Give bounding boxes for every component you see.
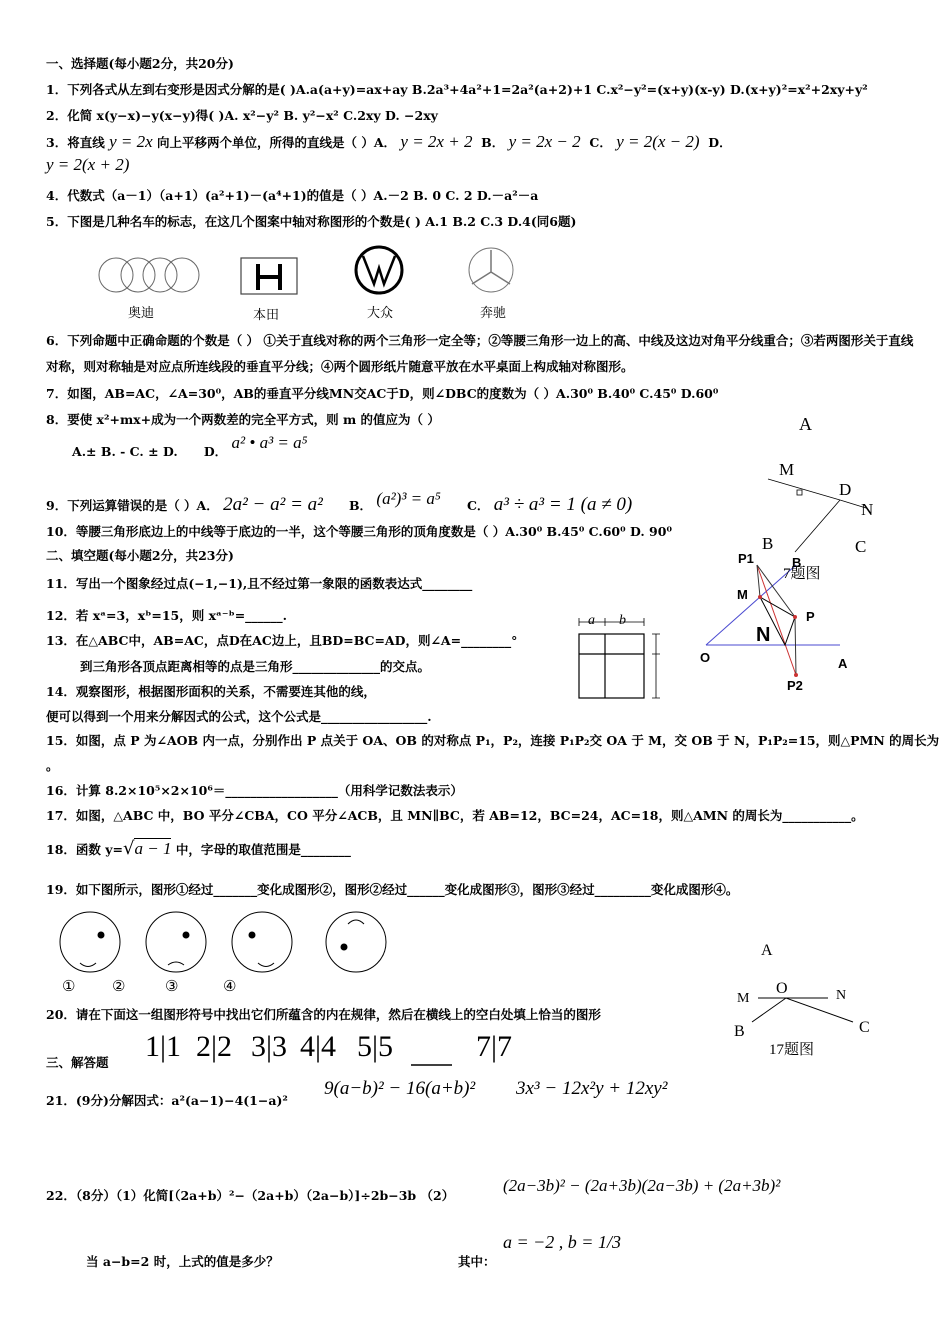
question-7: 7．如图，AB=AC，∠A=30⁰，AB的垂直平分线MN交AC于D，则∠DBC的度数为（ ）A.30⁰ B.40⁰ C.45⁰ D.60⁰ xyxy=(46,386,719,401)
question-6: 6．下列命题中正确命题的个数是（ ） ①关于直线对称的两个三角形一定全等；②等腰三角形一边上的高、中线及这边对角平分线重合；③若两图形关于直线对称，则对称轴是对应点所连线段的垂直平分线；④两个圆形纸片随意平放在水平桌面上构成轴对称图形。 xyxy=(46,333,914,374)
audi-logo xyxy=(99,258,199,292)
logo-label-vw: 大众 xyxy=(367,305,394,320)
q8-d-label: D． xyxy=(203,444,228,459)
q18-radicand: a − 1 xyxy=(134,839,172,858)
fig17-label-m: M xyxy=(737,991,750,1006)
fig14-label-a: a xyxy=(588,613,595,628)
question-12: 12．若 xᵃ=3，xᵇ=15，则 xᵃ⁻ᵇ=______. xyxy=(46,608,288,623)
fig7-label-n: N xyxy=(861,500,874,519)
question-15: 15．如图，点 P 为∠AOB 内一点，分别作出 P 点关于 OA、OB 的对称点 P₁，P₂，连接 P₁P₂交 OA 于 M，交 OB 于 N，P₁P₂=15，则△PMN 的周长为 xyxy=(46,733,940,748)
q8-equation: a² • a³ = a⁵ xyxy=(231,433,308,452)
section3-heading: 三、解答题 xyxy=(46,1055,109,1070)
q20-symbol-7: 7|7 xyxy=(476,1030,513,1063)
q9-b-label: B． xyxy=(348,498,373,513)
q18-text: 18．函数 y= xyxy=(46,842,123,857)
fig15-label-b: B xyxy=(792,555,802,570)
q3-line-equation: y = 2x xyxy=(109,132,153,151)
logo-label-honda: 本田 xyxy=(253,307,280,322)
figure-19-faces xyxy=(60,912,386,972)
q8-options xyxy=(72,433,308,461)
question-21: 21．(9分)分解因式：a²(a−1)−4(1−a)² xyxy=(46,1093,288,1108)
question-19: 19．如下图所示，图形①经过_______变化成图形②，图形②经过______变化成图形③，图形③经过_________变化成图形④。 xyxy=(46,882,739,897)
question-1: 1．下列各式从左到右变形是因式分解的是( )A.a(a+y)=ax+ay B.2a³+4a²+1=2a²(a+2)+1 C.x²−y²=(x+y)(x-y) D.(x+y)²=x²+2xy+y² xyxy=(46,82,868,97)
question-10: 10．等腰三角形底边上的中线等于底边的一半，这个等腰三角形的顶角度数是（ ）A.30⁰ B.45⁰ C.60⁰ D. 90⁰ xyxy=(46,524,672,539)
section2-heading: 二、填空题(每小题2分，共23分) xyxy=(46,548,234,563)
fig15-label-o: O xyxy=(700,650,711,665)
q3-b-label: B． xyxy=(481,135,505,150)
q18-rest: 中，字母的取值范围是________ xyxy=(175,842,351,857)
q3-option-a: y = 2x + 2 xyxy=(400,132,473,151)
q20-symbol-4: 4|4 xyxy=(300,1030,337,1063)
fig15-label-p1: P1 xyxy=(738,551,754,566)
fig15-label-m: M xyxy=(737,587,748,602)
fig7-caption: 7题图 xyxy=(783,566,821,582)
fig17-label-b: B xyxy=(734,1023,745,1040)
fig7-label-d: D xyxy=(839,480,852,499)
q3-option-b: y = 2x − 2 xyxy=(508,132,581,151)
fig14-label-b: b xyxy=(619,613,626,628)
q20-symbol-5: 5|5 xyxy=(357,1030,394,1063)
q3-c-label: C． xyxy=(589,135,612,150)
question-18: 18．函数 y=√a − 1 中，字母的取值范围是________ xyxy=(46,838,351,859)
question-11: 11．写出一个图象经过点(−1,−1),且不经过第一象限的函数表达式________ xyxy=(46,576,473,591)
section1-heading: 一、选择题(每小题2分，共20分) xyxy=(46,56,234,71)
question-16: 16．计算 8.2×10⁵×2×10⁶＝__________________（用科学记数法表示） xyxy=(46,783,463,798)
question-9 xyxy=(46,489,633,516)
q9-c-label: C． xyxy=(466,498,490,513)
q9-option-a: 2a² − a² = a² xyxy=(223,494,323,515)
q3-mid: 向上平移两个单位，所得的直线是（ ）A． xyxy=(156,135,397,150)
question-20: 20．请在下面这一组图形符号中找出它们所蕴含的内在规律，然后在横线上的空白处填上恰当的图形 xyxy=(46,1007,601,1022)
fig15-label-n: N xyxy=(756,624,771,646)
q22-values: a = −2 , b = 1/3 xyxy=(503,1232,621,1252)
fig15-label-p: P xyxy=(806,609,815,624)
honda-logo xyxy=(241,258,297,294)
fig7-bd-line xyxy=(795,500,840,552)
q22-condition: 当 a−b=2 时，上式的值是多少？ xyxy=(86,1254,279,1269)
fig17-label-o: O xyxy=(776,980,788,997)
question-5: 5．下图是几种名车的标志，在这几个图案中轴对称图形的个数是( ) A.1 B.2 C.3 D.4(同6题) xyxy=(46,214,577,229)
fig17-label-c: C xyxy=(859,1019,870,1036)
fig15-label-p2: P2 xyxy=(787,678,803,693)
fig17-caption: 17题图 xyxy=(769,1042,815,1058)
face-label-3: ③ xyxy=(165,979,179,995)
question-13b: 到三角形各顶点距离相等的点是三角形______________的交点。 xyxy=(80,659,431,674)
question-14b: 便可以得到一个用来分解因式的公式，这个公式是_________________. xyxy=(46,709,432,724)
question-13: 13．在△ABC中，AB=AC，点D在AC边上，且BD=BC=AD，则∠A=________° xyxy=(46,633,518,648)
question-15-end: 。 xyxy=(46,758,59,773)
fig17-label-a: A xyxy=(761,942,773,959)
mercedes-logo xyxy=(469,248,513,292)
logo-label-audi: 奥迪 xyxy=(128,305,155,320)
figure-7 xyxy=(768,479,866,552)
q9-option-c: a³ ÷ a³ = 1 (a ≠ 0) xyxy=(493,494,633,515)
face-label-4: ④ xyxy=(223,979,237,995)
q3-option-d: y = 2(x + 2) xyxy=(46,155,130,174)
vw-logo xyxy=(356,247,402,293)
q22-expression: (2a−3b)² − (2a+3b)(2a−3b) + (2a+3b)² xyxy=(503,1176,781,1195)
q20-symbol-2: 2|2 xyxy=(196,1030,233,1063)
question-4: 4．代数式（a－1）（a+1）(a²+1)－(a⁴+1)的值是（ ）A.－2 B. 0 C. 2 D.－a²－a xyxy=(46,188,539,203)
face-label-2: ② xyxy=(112,979,126,995)
q22-where: 其中： xyxy=(458,1254,496,1269)
q9-text: 9．下列运算错误的是（ ）A． xyxy=(46,498,219,513)
question-8: 8．要使 x²+mx+成为一个两数差的完全平方式，则 m 的值应为（ ） xyxy=(46,412,440,427)
question-22: 22．（8分）（1）化简[（2a+b）²−（2a+b）（2a−b）]÷2b−3b （2） xyxy=(46,1188,455,1203)
q21-expression-2: 3x³ − 12x²y + 12xy² xyxy=(516,1078,668,1099)
fig7-label-a: A xyxy=(799,414,812,434)
question-14a: 14．观察图形，根据图形面积的关系，不需要连其他的线， xyxy=(46,684,376,699)
q8-options-text: A.± B. - C. ± D. xyxy=(72,444,178,459)
q21-expression-1: 9(a−b)² − 16(a+b)² xyxy=(324,1078,476,1099)
fig7-label-b: B xyxy=(762,534,774,553)
fig7-label-m: M xyxy=(779,460,795,479)
fig15-label-a: A xyxy=(838,656,848,671)
q20-symbol-1: 1|1 xyxy=(145,1030,182,1063)
q9-option-b: (a²)³ = a⁵ xyxy=(376,489,441,508)
fig7-label-c: C xyxy=(855,537,867,556)
fig7-mn-line xyxy=(768,479,840,500)
q3-d-label: D． xyxy=(708,135,732,150)
q3-text: 3．将直线 xyxy=(46,135,105,150)
logo-label-mercedes: 奔驰 xyxy=(480,305,507,320)
figure-14 xyxy=(579,618,660,698)
question-2: 2．化简 x(y−x)−y(x−y)得( )A. x²−y² B. y²−x² C.2xy D. −2xy xyxy=(46,108,438,123)
fig17-label-n: N xyxy=(836,988,847,1003)
face-label-1: ① xyxy=(62,979,76,995)
q3-option-c: y = 2(x − 2) xyxy=(616,132,700,151)
q20-symbol-3: 3|3 xyxy=(251,1030,288,1063)
question-17: 17．如图，△ABC 中，BO 平分∠CBA，CO 平分∠ACB，且 MN∥BC，若 AB=12，BC=24，AC=18，则△AMN 的周长为___________。 xyxy=(46,808,864,823)
